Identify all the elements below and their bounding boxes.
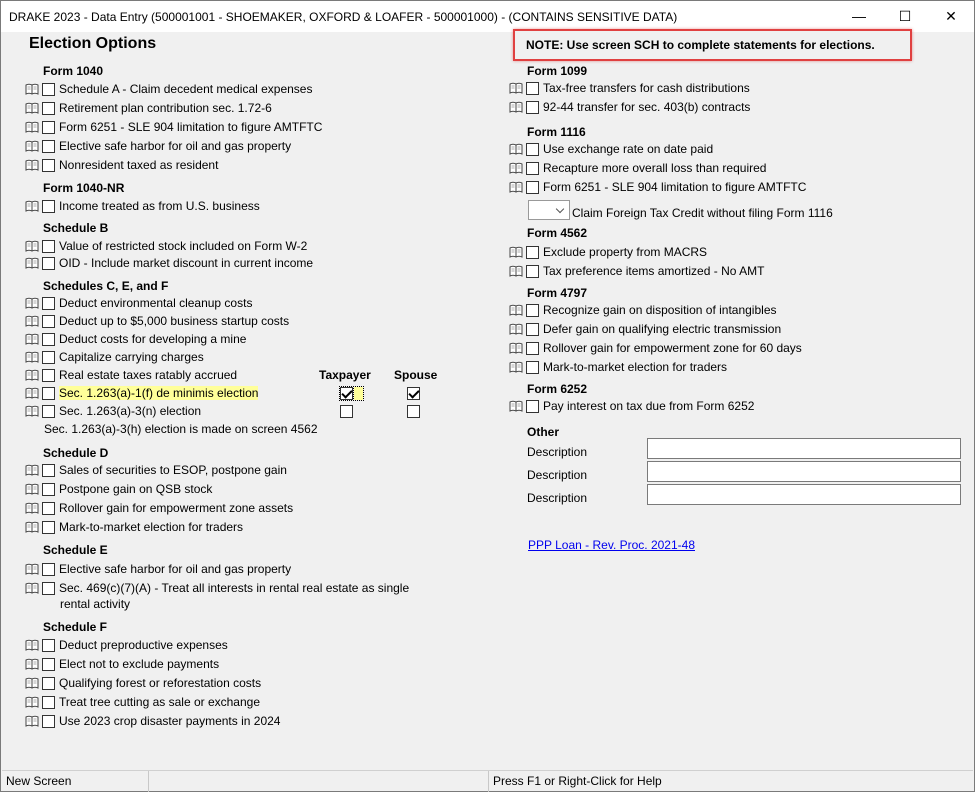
election-row	[25, 138, 291, 154]
election-label: OID - Include market discount in current income	[59, 256, 314, 270]
election-checkbox[interactable]	[42, 464, 55, 477]
book-icon[interactable]	[509, 143, 523, 155]
election-checkbox[interactable]	[42, 387, 55, 400]
election-label: Defer gain on qualifying electric transmission	[543, 322, 782, 336]
election-checkbox[interactable]	[526, 162, 539, 175]
window-title: DRAKE 2023 - Data Entry (500001001 - SHOEMAKER, OXFORD & LOAFER - 500001000) - (CONTAINS SENSITIVE DATA)	[9, 10, 678, 24]
book-icon[interactable]	[25, 677, 39, 689]
taxpayer-field-focus	[354, 387, 363, 400]
book-icon[interactable]	[25, 405, 39, 417]
spouse-3n-checkbox[interactable]	[407, 405, 420, 418]
election-checkbox[interactable]	[42, 240, 55, 253]
election-label: Sec. 1.263(a)-1(f) de minimis election	[59, 386, 259, 400]
election-label: Form 6251 - SLE 904 limitation to figure AMTFTC	[543, 180, 807, 194]
election-label: Exclude property from MACRS	[543, 245, 708, 259]
election-row	[509, 244, 707, 260]
description-label-3: Description	[527, 491, 588, 505]
election-label: Nonresident taxed as resident	[59, 158, 219, 172]
book-icon[interactable]	[25, 715, 39, 727]
taxpayer-3n-checkbox[interactable]	[340, 405, 353, 418]
taxpayer-de-minimis-checkbox[interactable]	[340, 387, 353, 400]
election-label: Use exchange rate on date paid	[543, 142, 714, 156]
election-label: Qualifying forest or reforestation costs	[59, 676, 262, 690]
election-checkbox[interactable]	[42, 696, 55, 709]
election-row	[25, 100, 272, 116]
election-label: Elect not to exclude payments	[59, 657, 220, 671]
election-label: Retirement plan contribution sec. 1.72-6	[59, 101, 272, 115]
note-banner	[513, 29, 912, 61]
election-row	[509, 398, 754, 414]
election-label: Recognize gain on disposition of intangibles	[543, 303, 777, 317]
book-icon[interactable]	[25, 483, 39, 495]
election-label: Real estate taxes ratably accrued	[59, 368, 238, 382]
election-label: Sec. 1.263(a)-3(n) election	[59, 404, 202, 418]
election-checkbox[interactable]	[526, 143, 539, 156]
book-icon[interactable]	[509, 246, 523, 258]
book-icon[interactable]	[509, 400, 523, 412]
election-checkbox[interactable]	[42, 102, 55, 115]
election-label: Tax preference items amortized - No AMT	[543, 264, 765, 278]
election-checkbox[interactable]	[42, 315, 55, 328]
status-bar	[2, 770, 973, 791]
election-row	[25, 295, 252, 311]
election-row	[509, 80, 750, 96]
book-icon[interactable]	[509, 265, 523, 277]
election-row	[509, 340, 802, 356]
sec-1263-h-note: Sec. 1.263(a)-3(h) election is made on screen 4562	[44, 422, 318, 436]
book-icon[interactable]	[509, 101, 523, 113]
book-icon[interactable]	[25, 140, 39, 152]
election-checkbox[interactable]	[42, 483, 55, 496]
election-checkbox[interactable]	[526, 342, 539, 355]
section-schedules-cef: Schedules C, E, and F	[43, 279, 169, 293]
book-icon[interactable]	[509, 323, 523, 335]
election-checkbox[interactable]	[42, 715, 55, 728]
book-icon[interactable]	[25, 102, 39, 114]
section-form-1116: Form 1116	[527, 125, 586, 139]
election-label: Rollover gain for empowerment zone assets	[59, 501, 294, 515]
election-row	[25, 637, 228, 653]
book-icon[interactable]	[509, 361, 523, 373]
book-icon[interactable]	[25, 582, 39, 594]
election-row	[25, 81, 312, 97]
election-checkbox[interactable]	[42, 658, 55, 671]
election-row	[509, 321, 781, 337]
election-row	[25, 403, 201, 419]
election-checkbox[interactable]	[42, 159, 55, 172]
book-icon[interactable]	[25, 333, 39, 345]
election-label: Deduct up to $5,000 business startup costs	[59, 314, 290, 328]
book-icon[interactable]	[25, 315, 39, 327]
election-row	[25, 713, 280, 729]
section-form-1040: Form 1040	[43, 64, 104, 78]
election-label: Sales of securities to ESOP, postpone gain	[59, 463, 287, 477]
election-row	[25, 500, 293, 516]
spouse-column-label: Spouse	[394, 368, 438, 382]
book-icon[interactable]	[25, 159, 39, 171]
taxpayer-column-label: Taxpayer	[319, 368, 371, 382]
book-icon[interactable]	[25, 521, 39, 533]
election-checkbox[interactable]	[526, 181, 539, 194]
election-checkbox[interactable]	[42, 351, 55, 364]
book-icon[interactable]	[25, 369, 39, 381]
section-schedule-b: Schedule B	[43, 221, 109, 235]
section-form-1040-nr: Form 1040-NR	[43, 181, 125, 195]
election-row	[25, 198, 260, 214]
book-icon[interactable]	[509, 162, 523, 174]
election-options-screen	[2, 32, 973, 767]
book-icon[interactable]	[25, 658, 39, 670]
election-checkbox[interactable]	[42, 405, 55, 418]
book-icon[interactable]	[25, 502, 39, 514]
election-checkbox[interactable]	[526, 304, 539, 317]
chevron-down-icon	[556, 205, 564, 213]
description-label-2: Description	[527, 468, 588, 482]
claim-ftc-dropdown[interactable]	[528, 200, 570, 220]
election-label: Pay interest on tax due from Form 6252	[543, 399, 755, 413]
election-row	[25, 481, 212, 497]
election-row	[25, 694, 260, 710]
description-input-2[interactable]	[647, 461, 961, 482]
election-row	[25, 385, 258, 401]
election-label: Mark-to-market election for traders	[543, 360, 728, 374]
election-label: 92-44 transfer for sec. 403(b) contracts	[543, 100, 751, 114]
section-form-1099: Form 1099	[527, 64, 588, 78]
election-label: Deduct preproductive expenses	[59, 638, 228, 652]
book-icon[interactable]	[25, 257, 39, 269]
status-screen: New Screen	[2, 771, 149, 792]
election-row	[25, 313, 289, 329]
election-label: Rollover gain for empowerment zone for 60 days	[543, 341, 802, 355]
election-label: Value of restricted stock included on Form W-2	[59, 239, 308, 253]
election-row	[25, 349, 204, 365]
election-checkbox[interactable]	[42, 333, 55, 346]
book-icon[interactable]	[25, 639, 39, 651]
section-form-4562: Form 4562	[527, 226, 588, 240]
election-row	[25, 462, 287, 478]
section-form-6252: Form 6252	[527, 382, 588, 396]
election-row	[25, 238, 307, 254]
election-checkbox[interactable]	[526, 400, 539, 413]
description-input-3[interactable]	[647, 484, 961, 505]
claim-ftc-label: Claim Foreign Tax Credit without filing Form 1116	[572, 206, 833, 220]
election-label: Schedule A - Claim decedent medical expenses	[59, 82, 313, 96]
election-checkbox[interactable]	[42, 200, 55, 213]
election-checkbox[interactable]	[42, 521, 55, 534]
election-checkbox[interactable]	[42, 369, 55, 382]
election-label: Sec. 469(c)(7)(A) - Treat all interests in rental real estate as single	[59, 581, 410, 595]
book-icon[interactable]	[25, 696, 39, 708]
election-label: Postpone gain on QSB stock	[59, 482, 213, 496]
election-checkbox[interactable]	[42, 140, 55, 153]
election-row	[509, 141, 713, 157]
election-row	[25, 656, 219, 672]
book-icon[interactable]	[25, 240, 39, 252]
election-row	[25, 675, 261, 691]
section-schedule-d: Schedule D	[43, 446, 109, 460]
election-row	[25, 255, 313, 271]
page-title: Election Options	[29, 35, 157, 52]
election-checkbox[interactable]	[42, 639, 55, 652]
book-icon[interactable]	[25, 351, 39, 363]
election-checkbox[interactable]	[526, 265, 539, 278]
status-help: Press F1 or Right-Click for Help	[493, 774, 662, 788]
election-row	[25, 519, 243, 535]
note-text: NOTE: Use screen SCH to complete statements for elections.	[526, 38, 875, 52]
election-label: Deduct costs for developing a mine	[59, 332, 247, 346]
election-row	[25, 580, 409, 596]
section-schedule-f: Schedule F	[43, 620, 108, 634]
election-row	[25, 367, 237, 383]
election-label: Capitalize carrying charges	[59, 350, 204, 364]
book-icon[interactable]	[25, 83, 39, 95]
ppp-loan-link[interactable]: PPP Loan - Rev. Proc. 2021-48	[528, 538, 695, 552]
election-row	[509, 302, 777, 318]
book-icon[interactable]	[25, 387, 39, 399]
close-button[interactable]: ✕	[945, 8, 957, 24]
election-checkbox[interactable]	[526, 82, 539, 95]
election-checkbox[interactable]	[42, 83, 55, 96]
book-icon[interactable]	[25, 297, 39, 309]
election-label: Treat tree cutting as sale or exchange	[59, 695, 260, 709]
election-label: Recapture more overall loss than required	[543, 161, 767, 175]
election-row	[509, 160, 766, 176]
section-schedule-e: Schedule E	[43, 543, 108, 557]
election-row	[509, 179, 806, 195]
election-checkbox[interactable]	[526, 101, 539, 114]
election-label: Mark-to-market election for traders	[59, 520, 244, 534]
minimize-button[interactable]: —	[852, 8, 866, 24]
election-checkbox[interactable]	[526, 361, 539, 374]
book-icon[interactable]	[509, 304, 523, 316]
election-row	[25, 561, 291, 577]
book-icon[interactable]	[25, 200, 39, 212]
book-icon[interactable]	[509, 82, 523, 94]
election-checkbox[interactable]	[42, 121, 55, 134]
election-checkbox[interactable]	[42, 297, 55, 310]
election-checkbox[interactable]	[526, 323, 539, 336]
schedule-e-item-continuation: rental activity	[60, 597, 131, 611]
book-icon[interactable]	[509, 342, 523, 354]
spouse-de-minimis-checkbox[interactable]	[407, 387, 420, 400]
book-icon[interactable]	[25, 121, 39, 133]
book-icon[interactable]	[25, 464, 39, 476]
election-label: Form 6251 - SLE 904 limitation to figure AMTFTC	[59, 120, 323, 134]
election-label: Use 2023 crop disaster payments in 2024	[59, 714, 281, 728]
section-form-4797: Form 4797	[527, 286, 588, 300]
maximize-button[interactable]: ☐	[898, 8, 912, 24]
election-row	[25, 331, 246, 347]
election-label: Elective safe harbor for oil and gas property	[59, 139, 292, 153]
book-icon[interactable]	[25, 563, 39, 575]
election-row	[25, 119, 322, 135]
election-checkbox[interactable]	[42, 563, 55, 576]
status-middle	[149, 771, 489, 792]
election-row	[509, 359, 727, 375]
election-checkbox[interactable]	[526, 246, 539, 259]
election-checkbox[interactable]	[42, 582, 55, 595]
election-row	[509, 263, 764, 279]
election-row	[25, 157, 218, 173]
election-label: Elective safe harbor for oil and gas property	[59, 562, 292, 576]
title-bar	[1, 1, 974, 32]
election-row	[509, 99, 750, 115]
book-icon[interactable]	[509, 181, 523, 193]
election-checkbox[interactable]	[42, 257, 55, 270]
election-label: Income treated as from U.S. business	[59, 199, 260, 213]
election-label: Tax-free transfers for cash distributions	[543, 81, 750, 95]
description-label-1: Description	[527, 445, 588, 459]
election-checkbox[interactable]	[42, 502, 55, 515]
description-input-1[interactable]	[647, 438, 961, 459]
election-label: Deduct environmental cleanup costs	[59, 296, 253, 310]
section-other: Other	[527, 425, 560, 439]
election-checkbox[interactable]	[42, 677, 55, 690]
